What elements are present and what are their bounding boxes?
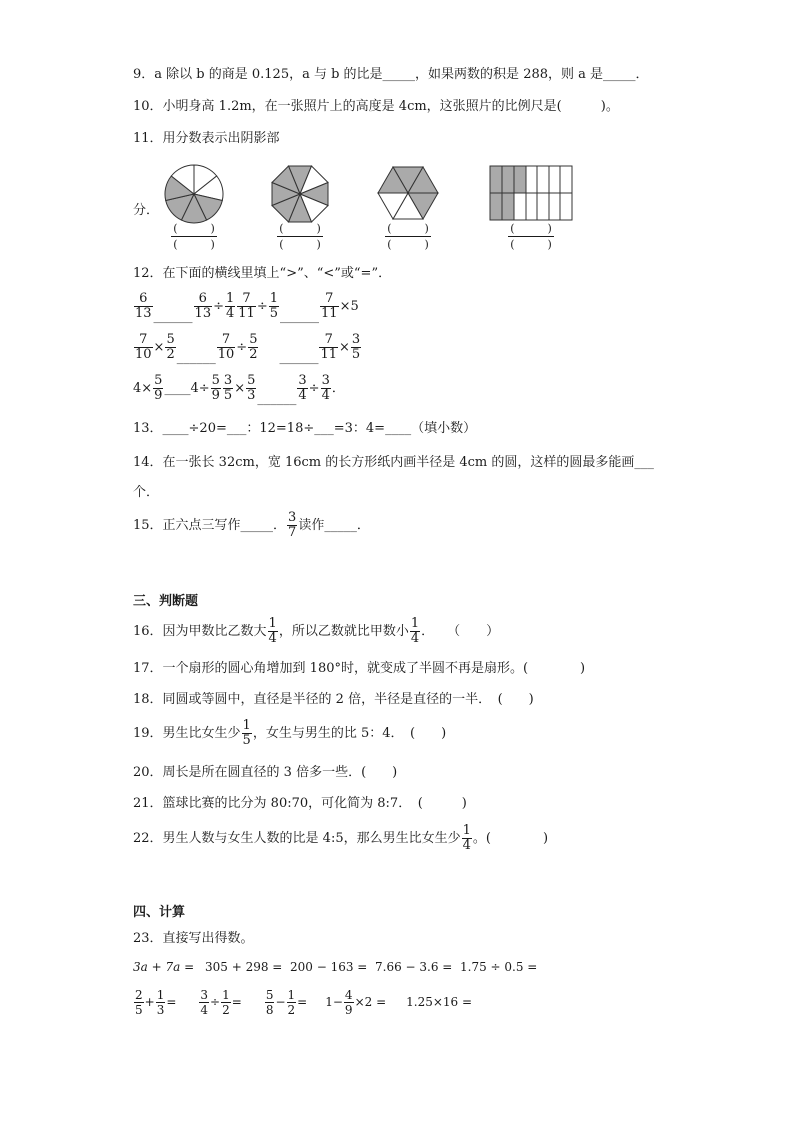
fraction xyxy=(297,374,307,403)
numerator: 5 xyxy=(166,332,175,347)
numerator: 7 xyxy=(237,292,256,307)
question-14: 14．在一张长 32cm，宽 16cm 的长方形纸内画半径是 4cm 的圆，这样的圆最多能画___ xyxy=(133,455,654,470)
denominator: 2 xyxy=(222,1003,230,1017)
fraction xyxy=(134,988,144,1017)
fraction xyxy=(287,511,297,540)
question-20: 20．周长是所在圆直径的 3 倍多一些．( ) xyxy=(133,765,398,780)
numerator: 3 xyxy=(288,510,297,525)
operator: × xyxy=(339,340,350,355)
operator: × xyxy=(153,340,165,355)
numerator: 1 xyxy=(269,291,279,306)
numerator: 3 xyxy=(298,373,307,388)
fraction xyxy=(194,292,213,321)
question-19 xyxy=(133,719,446,748)
numerator: 1 xyxy=(222,988,230,1002)
numerator-blank: ( ) xyxy=(279,222,321,235)
q12-row-1 xyxy=(133,292,359,324)
operator: ×5 xyxy=(339,299,359,314)
denominator: 3 xyxy=(247,388,256,403)
question-22-text: 22．男生人数与女生人数的比是 4:5，那么男生比女生少 xyxy=(133,831,461,846)
question-22 xyxy=(133,824,548,853)
denominator-blank: ( ) xyxy=(279,238,321,251)
fraction xyxy=(319,333,338,362)
fraction xyxy=(237,292,256,321)
numerator-blank: ( ) xyxy=(173,222,215,235)
numerator: 7 xyxy=(217,333,236,348)
fraction xyxy=(246,374,256,403)
numerator: 1 xyxy=(156,988,165,1002)
question-17: 17．一个扇形的圆心角增加到 180°时，就变成了半圆不再是扇形。( ) xyxy=(133,661,586,676)
denominator: 4 xyxy=(226,306,235,321)
calc-1: 3a + 7a = xyxy=(133,960,195,974)
fraction xyxy=(156,988,166,1017)
question-21: 21．篮球比赛的比分为 80:70，可化简为 8:7． ( ) xyxy=(133,796,467,811)
calc-expression: 1.25×16 = xyxy=(406,995,473,1009)
octagon-figure xyxy=(269,163,331,225)
question-23: 23．直接写出得数。 xyxy=(133,931,254,946)
denominator: 4 xyxy=(410,631,420,646)
denominator: 9 xyxy=(211,388,220,403)
fraction xyxy=(351,333,361,362)
numerator-blank: ( ) xyxy=(387,222,429,235)
numerator: 1 xyxy=(462,823,471,838)
fraction xyxy=(248,333,258,362)
denominator-blank: ( ) xyxy=(387,238,429,251)
fraction xyxy=(321,374,331,403)
fraction xyxy=(223,374,233,403)
operator: ÷ xyxy=(308,381,320,396)
q12-row-2 xyxy=(133,333,362,365)
numerator: 5 xyxy=(265,988,274,1002)
equals-sign: = xyxy=(166,995,177,1009)
denominator: 9 xyxy=(344,1003,353,1017)
question-14-continued: 个． xyxy=(133,485,160,500)
numerator: 7 xyxy=(320,292,339,307)
answer-blank[interactable]: ______ xyxy=(176,350,216,365)
fraction xyxy=(153,374,163,403)
denominator: 8 xyxy=(265,1003,274,1017)
operator: ÷ xyxy=(210,995,221,1009)
numerator: 1 xyxy=(268,616,277,631)
question-15 xyxy=(133,511,370,540)
fraction xyxy=(287,988,297,1017)
numerator: 3 xyxy=(200,988,209,1002)
question-11-tail: 分． xyxy=(133,203,160,218)
denominator: 11 xyxy=(320,347,338,362)
denominator: 5 xyxy=(351,347,361,362)
operator: + xyxy=(144,995,155,1009)
denominator: 13 xyxy=(135,306,152,321)
numerator: 6 xyxy=(134,292,153,307)
numerator: 5 xyxy=(211,373,220,388)
question-15-text: 15．正六点三写作_____． xyxy=(133,518,287,533)
rectangle-grid-figure xyxy=(489,165,573,221)
numerator: 3 xyxy=(351,332,361,347)
numerator: 3 xyxy=(321,373,330,388)
numerator: 1 xyxy=(410,616,420,631)
answer-blank[interactable]: ______ xyxy=(279,350,319,365)
question-22-answer-paren[interactable]: 。( ) xyxy=(472,831,549,846)
calc-5: 1.75 ÷ 0.5 = xyxy=(460,960,538,974)
fraction xyxy=(268,617,278,646)
fraction xyxy=(134,292,153,321)
question-18: 18．同圆或等圆中，直径是半径的 2 倍，半径是直径的一半． ( ) xyxy=(133,692,534,707)
question-16-text-mid: ，所以乙数就比甲数小 xyxy=(278,624,409,639)
denominator: 3 xyxy=(156,1003,165,1017)
numerator: 5 xyxy=(154,373,163,388)
denominator: 2 xyxy=(287,1003,296,1017)
answer-blank[interactable]: ______ xyxy=(153,309,193,324)
equals-sign: = xyxy=(231,995,242,1009)
numerator-blank: ( ) xyxy=(510,222,552,235)
denominator: 5 xyxy=(269,306,279,321)
denominator: 7 xyxy=(288,525,297,540)
denominator: 11 xyxy=(238,306,255,321)
denominator: 5 xyxy=(223,388,233,403)
fraction xyxy=(265,988,275,1017)
section-heading-judgement: 三、判断题 xyxy=(133,594,199,609)
operator: ÷ xyxy=(236,340,248,355)
numerator: 2 xyxy=(135,988,143,1002)
operator: ÷ xyxy=(256,299,268,314)
q12-row-3 xyxy=(133,374,345,406)
expression-prefix: 4× xyxy=(133,381,153,396)
answer-blank[interactable]: ______ xyxy=(280,309,320,324)
question-16-text: 16．因为甲数比乙数大 xyxy=(133,624,267,639)
denominator-blank: ( ) xyxy=(510,238,552,251)
operator: ÷ xyxy=(213,299,224,314)
question-9: 9．a 除以 b 的商是 0.125，a 与 b 的比是_____，如果两数的积是 288，则 a 是_____． xyxy=(133,67,649,82)
question-19-text: 19．男生比女生少 xyxy=(133,726,241,741)
denominator: 4 xyxy=(268,631,277,646)
fraction xyxy=(269,292,279,321)
denominator: 4 xyxy=(321,388,330,403)
expression-prefix: 1− xyxy=(325,995,343,1009)
fraction-blank-1 xyxy=(167,222,221,251)
denominator: 4 xyxy=(200,1003,209,1017)
fraction xyxy=(410,617,420,646)
fraction xyxy=(165,333,175,362)
denominator: 4 xyxy=(298,388,307,403)
numerator: 1 xyxy=(226,291,235,306)
question-12: 12．在下面的横线里填上“>”、“<”或“=”． xyxy=(133,266,392,281)
answer-blank[interactable]: ______ xyxy=(257,391,297,406)
denominator: 10 xyxy=(217,347,235,362)
fraction xyxy=(462,824,472,853)
period: ． xyxy=(331,381,345,396)
fraction xyxy=(221,988,231,1017)
calc-3: 200 − 163 = xyxy=(290,960,368,974)
numerator: 1 xyxy=(287,988,296,1002)
question-13: 13．____÷20=___：12=18÷___=3：4=____（填小数） xyxy=(133,421,477,436)
denominator: 5 xyxy=(242,733,251,748)
calc-2: 305 + 298 = xyxy=(205,960,283,974)
numerator: 5 xyxy=(247,373,256,388)
question-16-answer-paren[interactable]: ． （ ） xyxy=(421,624,500,639)
denominator: 2 xyxy=(166,347,175,362)
question-10: 10．小明身高 1.2m，在一张照片上的高度是 4cm，这张照片的比例尺是( )。 xyxy=(133,99,619,114)
fraction-blank-2 xyxy=(273,222,327,251)
fraction xyxy=(320,292,339,321)
fraction-blank-3 xyxy=(381,222,435,251)
equals-sign: = xyxy=(297,995,308,1009)
expression-suffix: ×2 = xyxy=(354,995,387,1009)
denominator: 4 xyxy=(462,838,471,853)
fraction xyxy=(242,719,252,748)
section-heading-calculation: 四、计算 xyxy=(133,905,186,920)
question-11: 11．用分数表示出阴影部 xyxy=(133,131,280,146)
numerator: 4 xyxy=(344,988,353,1002)
numerator: 5 xyxy=(249,332,258,347)
fraction xyxy=(199,988,209,1017)
question-16 xyxy=(133,617,499,646)
calc-row-2 xyxy=(133,988,472,1017)
fraction xyxy=(211,374,221,403)
operator: × xyxy=(234,381,246,396)
denominator: 2 xyxy=(249,347,258,362)
fraction-blank-4 xyxy=(504,222,558,251)
denominator: 11 xyxy=(321,306,338,321)
fraction xyxy=(344,988,354,1017)
circle-sectors-figure xyxy=(163,163,225,225)
denominator: 9 xyxy=(154,388,163,403)
denominator: 5 xyxy=(135,1003,143,1017)
question-15-text-end: 读作_____． xyxy=(298,518,370,533)
numerator: 1 xyxy=(242,718,251,733)
numerator: 6 xyxy=(194,292,213,307)
operator: − xyxy=(275,995,286,1009)
numerator: 7 xyxy=(134,333,153,348)
numerator: 3 xyxy=(223,373,233,388)
denominator: 13 xyxy=(194,306,212,321)
calc-4: 7.66 − 3.6 = xyxy=(375,960,453,974)
answer-blank-expression[interactable]: ____4÷ xyxy=(164,381,210,396)
hexagon-figure xyxy=(376,163,440,223)
numerator: 7 xyxy=(319,333,338,348)
denominator: 10 xyxy=(135,347,152,362)
denominator-blank: ( ) xyxy=(173,238,215,251)
question-19-answer-paren[interactable]: ，女生与男生的比 5：4． ( ) xyxy=(252,726,447,741)
fraction xyxy=(217,333,236,362)
fraction xyxy=(134,333,153,362)
fraction xyxy=(225,292,235,321)
